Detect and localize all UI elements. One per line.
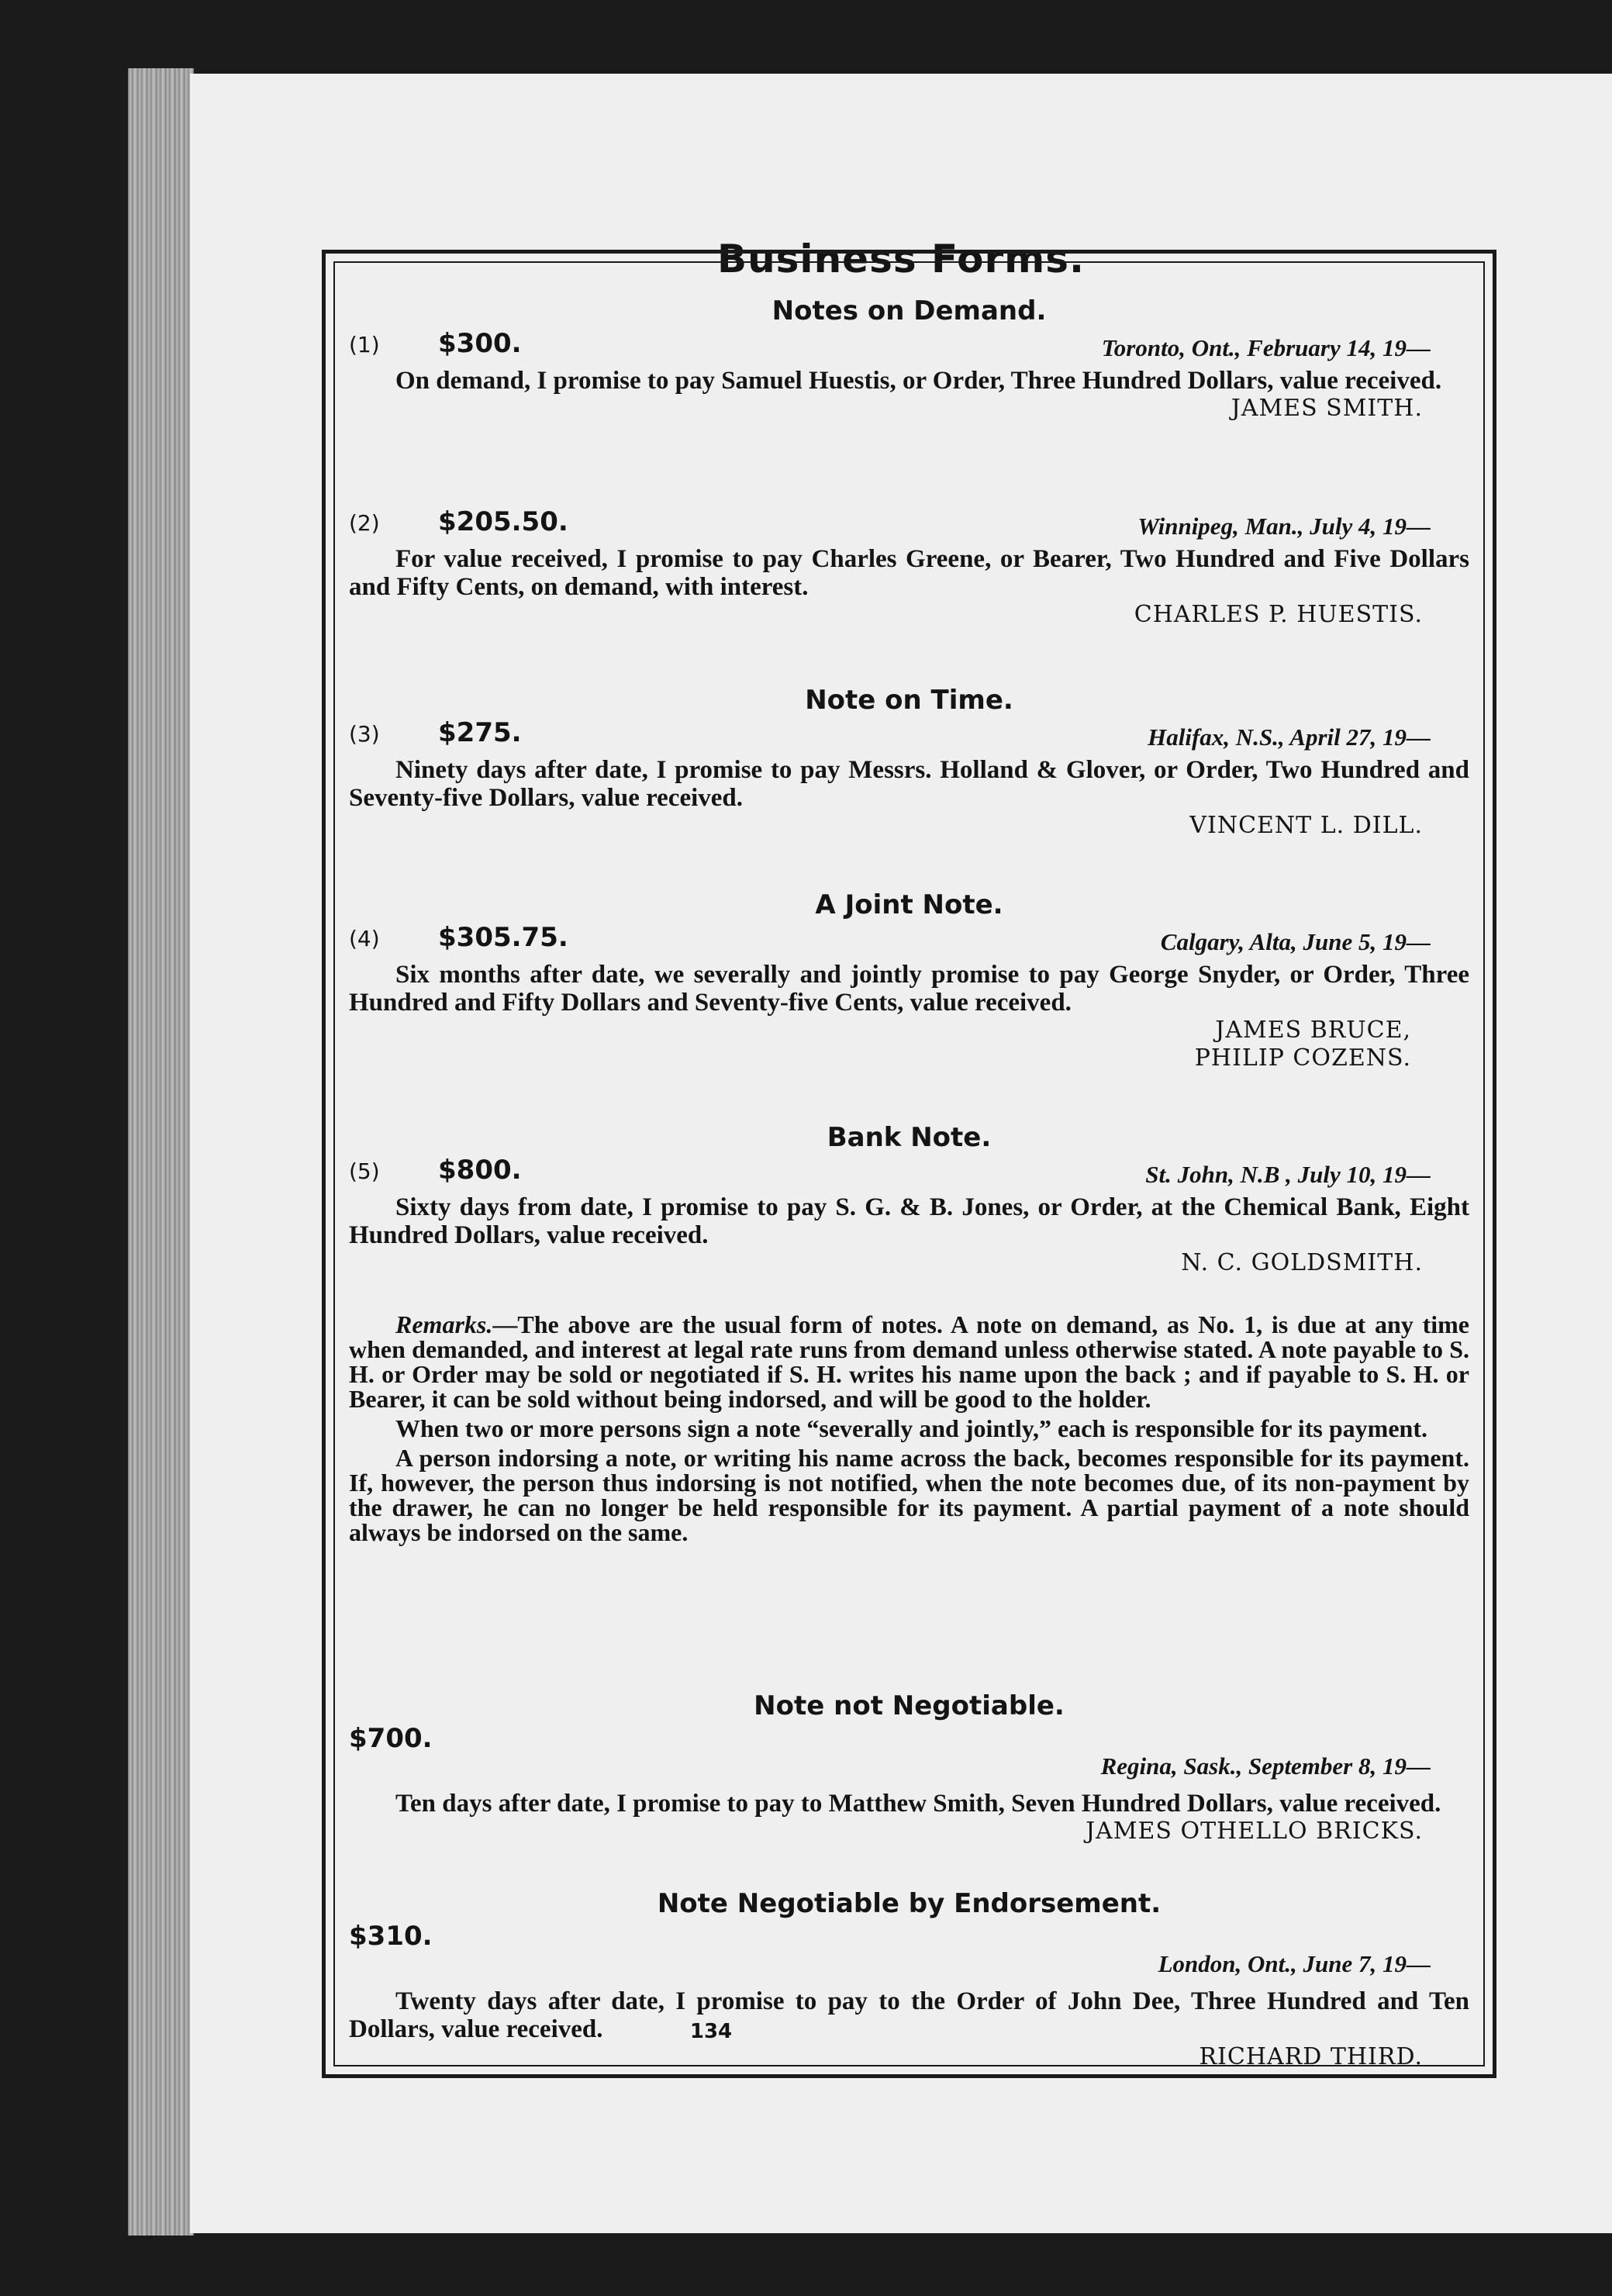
remarks-paragraph-3: A person indorsing a note, or writing his name across the back, becomes responsible for its payment. If, however, the person thus indorsing is not notified, when the note becomes due, of its non-payment by the drawer, he can no longer be held responsible for its payment. A partial payment of a note should always be indorsed on the same. xyxy=(349,1444,1469,1546)
note-amount: $305.75. xyxy=(438,922,568,953)
note-body: Six months after date, we severally and jointly promise to pay George Snyder, or Order, Three Hundred and Fifty Dollars and Seventy-five Cents, value received. xyxy=(349,961,1469,1017)
note-place-date: London, Ont., June 7, 19— xyxy=(1158,1950,1431,1977)
forms-content xyxy=(349,285,1469,2070)
note-amount: $800. xyxy=(438,1155,522,1186)
note-place-date: St. John, N.B , July 10, 19— xyxy=(1145,1161,1431,1188)
remarks-lead: Remarks. xyxy=(395,1310,493,1338)
section-title: A Joint Note. xyxy=(815,889,1003,920)
note-number: (2) xyxy=(349,510,380,536)
remarks-text: —The above are the usual form of notes. A note on demand, as No. 1, is due at any time when demanded, and interest at legal rate runs from demand unless otherwise stated. A note payable to S. H. or Order may be sold or negotiated if S. H. writes his name upon the back ; and if payable to S. H. or Bearer, it can be sold without being indorsed, and will be good to the holder. xyxy=(349,1310,1469,1413)
note-body: Twenty days after date, I promise to pay to the Order of John Dee, Three Hundred and Ten Dollars, value received. xyxy=(349,1987,1469,2043)
note-not-negotiable xyxy=(349,1692,1469,1845)
note-2 xyxy=(349,506,1469,629)
note-signer: VINCENT L. DILL. xyxy=(1189,812,1423,839)
section-title: Bank Note. xyxy=(827,1122,992,1153)
note-4 xyxy=(349,891,1469,1072)
note-signer: JAMES OTHELLO BRICKS. xyxy=(1086,1818,1423,1845)
note-amount: $300. xyxy=(438,328,522,359)
note-place-date: Halifax, N.S., April 27, 19— xyxy=(1148,723,1431,751)
note-place-date: Regina, Sask., September 8, 19— xyxy=(1100,1752,1431,1780)
note-signer: CHARLES P. HUESTIS. xyxy=(1134,601,1423,628)
note-body: Ninety days after date, I promise to pay Messrs. Holland & Glover, or Order, Two Hundred and Seventy-five Dollars, value received. xyxy=(349,756,1469,812)
note-signer: JAMES BRUCE, xyxy=(1215,1017,1411,1044)
note-signer: N. C. GOLDSMITH. xyxy=(1181,1249,1423,1276)
section-title: Notes on Demand. xyxy=(771,295,1047,326)
remarks-paragraph-1 xyxy=(349,1312,1469,1411)
page-number: 134 xyxy=(689,2020,733,2043)
note-body: On demand, I promise to pay Samuel Huestis, or Order, Three Hundred Dollars, value received. xyxy=(395,367,1442,395)
note-place-date: Toronto, Ont., February 14, 19— xyxy=(1101,334,1431,361)
note-amount: $310. xyxy=(349,1921,433,1952)
note-signer: PHILIP COZENS. xyxy=(1194,1044,1411,1072)
section-title: Note Negotiable by Endorsement. xyxy=(657,1888,1162,1919)
note-5 xyxy=(349,1124,1469,1277)
book-binding-edge xyxy=(128,68,194,2236)
note-body: For value received, I promise to pay Charles Greene, or Bearer, Two Hundred and Five Dollars and Fifty Cents, on demand, with interest. xyxy=(349,545,1469,601)
note-number: (1) xyxy=(349,332,380,357)
note-body: Ten days after date, I promise to pay to Matthew Smith, Seven Hundred Dollars, value received. xyxy=(395,1790,1441,1818)
forms-frame xyxy=(322,250,1496,2078)
note-amount: $275. xyxy=(438,717,522,748)
note-number: (5) xyxy=(349,1158,380,1184)
note-amount: $205.50. xyxy=(438,506,568,537)
note-signer: JAMES SMITH. xyxy=(1231,395,1423,422)
section-title: Note not Negotiable. xyxy=(754,1690,1065,1721)
note-amount: $700. xyxy=(349,1723,433,1754)
note-number: (4) xyxy=(349,926,380,951)
section-title: Note on Time. xyxy=(805,685,1013,716)
note-place-date: Winnipeg, Man., July 4, 19— xyxy=(1137,513,1431,540)
note-1 xyxy=(349,297,1469,423)
remarks-section xyxy=(349,1312,1469,1549)
note-signer: RICHARD THIRD. xyxy=(1199,2043,1423,2070)
remarks-paragraph-2: When two or more persons sign a note “severally and jointly,” each is responsible for its payment. xyxy=(395,1414,1427,1442)
note-negotiable-by-endorsement xyxy=(349,1890,1469,2071)
page-title: Business Forms. xyxy=(716,237,1086,281)
note-body: Sixty days from date, I promise to pay S. G. & B. Jones, or Order, at the Chemical Bank, Eight Hundred Dollars, value received. xyxy=(349,1193,1469,1249)
note-3 xyxy=(349,686,1469,840)
note-number: (3) xyxy=(349,721,380,747)
note-place-date: Calgary, Alta, June 5, 19— xyxy=(1160,928,1431,955)
